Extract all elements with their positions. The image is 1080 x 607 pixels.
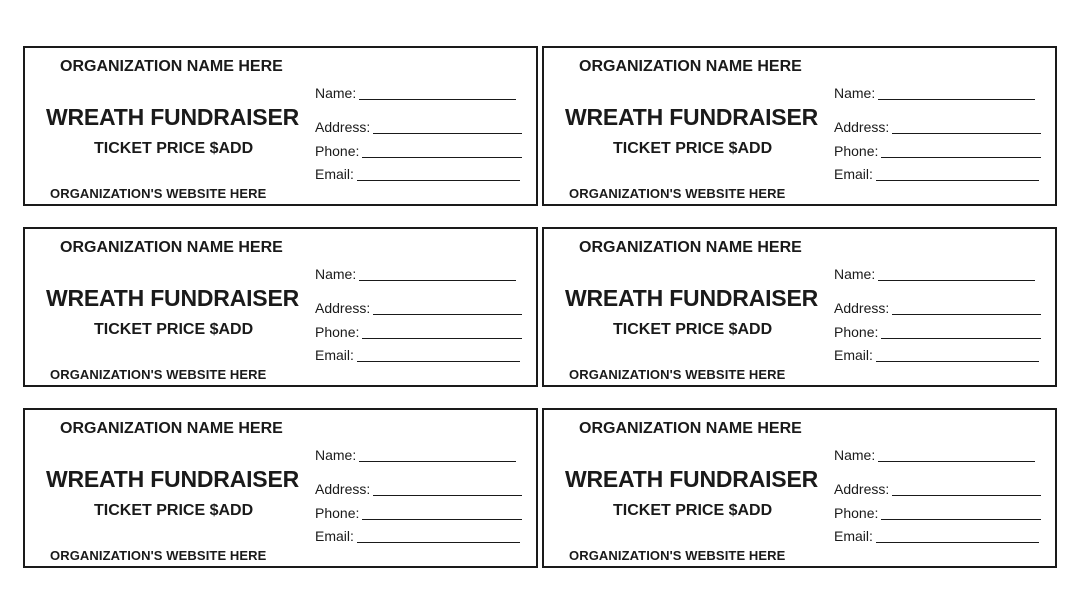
name-label: Name: [315,447,357,463]
ticket [542,408,1057,568]
email-blank-line [357,347,520,362]
address-blank-line [892,300,1041,315]
event-title: WREATH FUNDRAISER [565,466,818,492]
address-field [315,117,522,135]
phone-blank-line [881,324,1041,339]
ticket [23,46,538,206]
ticket-price: TICKET PRICE $ADD [613,140,773,157]
name-field [315,445,516,463]
ticket-price: TICKET PRICE $ADD [94,502,254,519]
phone-field [315,503,522,521]
address-blank-line [373,300,522,315]
address-blank-line [892,481,1041,496]
name-label: Name: [315,85,357,101]
address-blank-line [892,119,1041,134]
phone-label: Phone: [315,505,360,521]
phone-blank-line [362,143,522,158]
address-label: Address: [834,300,890,316]
name-field [834,83,1035,101]
email-blank-line [876,166,1039,181]
organization-website: ORGANIZATION'S WEBSITE HERE [569,548,786,563]
ticket-price: TICKET PRICE $ADD [613,502,773,519]
ticket [23,408,538,568]
email-label: Email: [834,166,873,182]
email-field [315,164,520,182]
phone-field [315,141,522,159]
name-blank-line [878,447,1035,462]
phone-blank-line [362,505,522,520]
ticket [542,227,1057,387]
name-field [315,264,516,282]
organization-website: ORGANIZATION'S WEBSITE HERE [569,186,786,201]
email-label: Email: [315,528,354,544]
phone-label: Phone: [315,143,360,159]
email-field [834,345,1039,363]
phone-label: Phone: [315,324,360,340]
ticket-price: TICKET PRICE $ADD [94,321,254,338]
organization-name: ORGANIZATION NAME HERE [60,239,283,256]
organization-website: ORGANIZATION'S WEBSITE HERE [50,548,267,563]
phone-field [834,503,1041,521]
address-label: Address: [315,119,371,135]
phone-blank-line [881,505,1041,520]
ticket [542,46,1057,206]
name-label: Name: [834,266,876,282]
email-field [315,345,520,363]
name-blank-line [359,85,516,100]
event-title: WREATH FUNDRAISER [565,104,818,130]
event-title: WREATH FUNDRAISER [46,104,299,130]
name-blank-line [878,85,1035,100]
email-blank-line [357,166,520,181]
name-blank-line [878,266,1035,281]
name-label: Name: [834,447,876,463]
organization-website: ORGANIZATION'S WEBSITE HERE [50,186,267,201]
email-label: Email: [315,166,354,182]
organization-website: ORGANIZATION'S WEBSITE HERE [569,367,786,382]
email-field [315,526,520,544]
email-label: Email: [315,347,354,363]
phone-field [834,141,1041,159]
address-label: Address: [315,481,371,497]
organization-website: ORGANIZATION'S WEBSITE HERE [50,367,267,382]
address-field [315,298,522,316]
phone-field [315,322,522,340]
address-label: Address: [315,300,371,316]
name-blank-line [359,447,516,462]
name-label: Name: [834,85,876,101]
name-label: Name: [315,266,357,282]
phone-field [834,322,1041,340]
address-blank-line [373,481,522,496]
email-blank-line [357,528,520,543]
name-field [315,83,516,101]
address-label: Address: [834,481,890,497]
address-blank-line [373,119,522,134]
event-title: WREATH FUNDRAISER [565,285,818,311]
phone-blank-line [362,324,522,339]
email-label: Email: [834,347,873,363]
address-field [834,298,1041,316]
address-field [834,479,1041,497]
email-blank-line [876,347,1039,362]
email-label: Email: [834,528,873,544]
organization-name: ORGANIZATION NAME HERE [579,239,802,256]
organization-name: ORGANIZATION NAME HERE [60,420,283,437]
name-field [834,445,1035,463]
event-title: WREATH FUNDRAISER [46,285,299,311]
phone-label: Phone: [834,143,879,159]
ticket-price: TICKET PRICE $ADD [613,321,773,338]
address-label: Address: [834,119,890,135]
organization-name: ORGANIZATION NAME HERE [579,58,802,75]
email-blank-line [876,528,1039,543]
ticket [23,227,538,387]
name-field [834,264,1035,282]
address-field [315,479,522,497]
organization-name: ORGANIZATION NAME HERE [579,420,802,437]
phone-label: Phone: [834,505,879,521]
email-field [834,164,1039,182]
organization-name: ORGANIZATION NAME HERE [60,58,283,75]
phone-blank-line [881,143,1041,158]
phone-label: Phone: [834,324,879,340]
event-title: WREATH FUNDRAISER [46,466,299,492]
address-field [834,117,1041,135]
email-field [834,526,1039,544]
name-blank-line [359,266,516,281]
ticket-price: TICKET PRICE $ADD [94,140,254,157]
